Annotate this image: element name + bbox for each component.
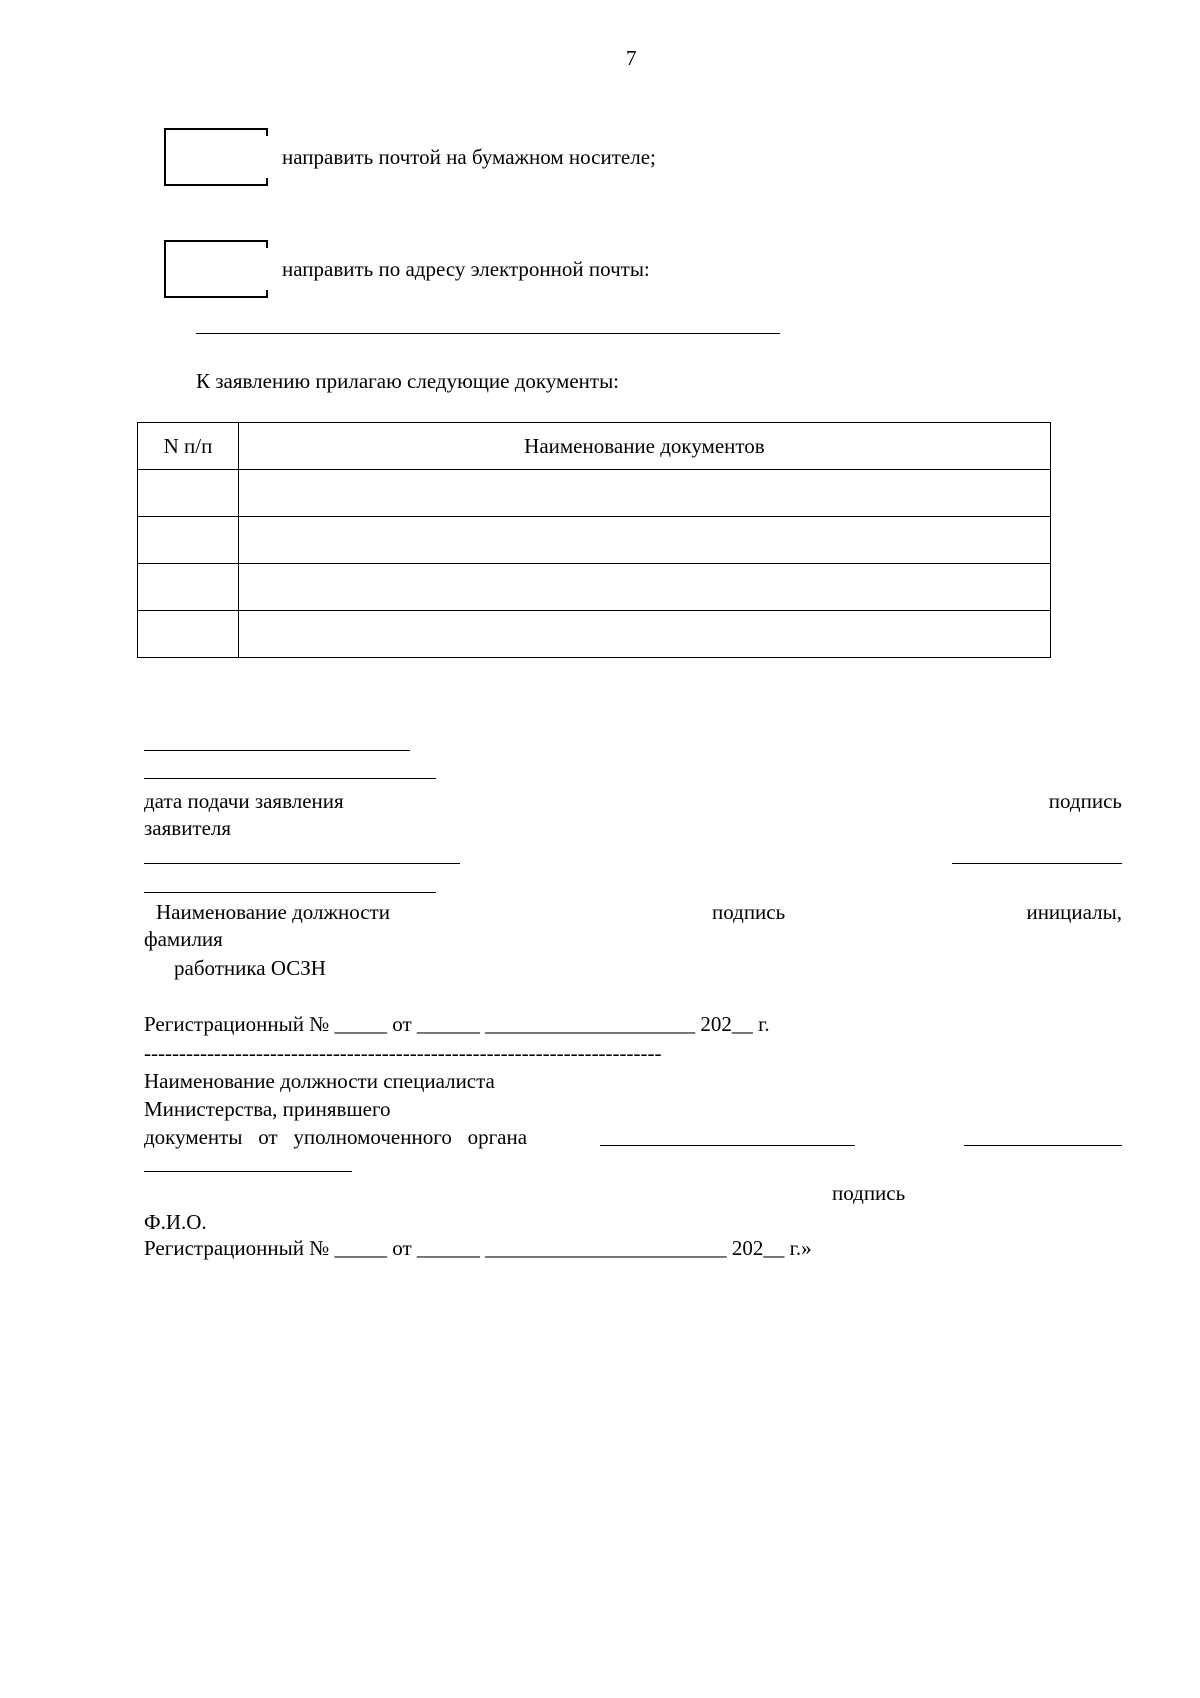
specialist-name-line[interactable] (964, 1145, 1122, 1146)
paper-mail-option-label: направить почтой на бумажном носителе; (282, 145, 656, 169)
specialist-signature-label: подпись (832, 1181, 906, 1205)
table-cell[interactable] (138, 470, 239, 517)
registration-line-1[interactable]: Регистрационный № _____ от ______ ____________________ 202__ г. (144, 1012, 770, 1036)
dashed-separator: -------------------------------------------------------------------------- (144, 1043, 662, 1063)
fio-label: Ф.И.О. (144, 1210, 207, 1234)
email-address-line[interactable] (196, 333, 780, 334)
table-cell[interactable] (138, 517, 239, 564)
initials-line[interactable] (952, 863, 1122, 864)
specialist-label-line-3: документы от уполномоченного органа (144, 1125, 528, 1149)
page-number: 7 (626, 46, 637, 70)
initials-label: инициалы, (1026, 900, 1122, 924)
table-cell[interactable] (238, 611, 1050, 658)
position-line[interactable] (144, 863, 460, 864)
column-header-number: N п/п (138, 423, 239, 470)
surname-label: фамилия (144, 927, 223, 951)
date-line-lower[interactable] (144, 778, 436, 779)
column-header-document-name: Наименование документов (238, 423, 1050, 470)
table-cell[interactable] (238, 517, 1050, 564)
table-cell[interactable] (238, 470, 1050, 517)
position-label: Наименование должности (156, 900, 390, 924)
specialist-extra-line[interactable] (144, 1171, 352, 1172)
table-cell[interactable] (238, 564, 1050, 611)
applicant-signature-label: подпись (1048, 789, 1122, 813)
table-header-row (138, 423, 1051, 470)
specialist-signature-line[interactable] (600, 1145, 855, 1146)
specialist-label-line-2: Министерства, принявшего (144, 1097, 391, 1121)
email-option-label: направить по адресу электронной почты: (282, 257, 650, 281)
date-line[interactable] (144, 750, 410, 751)
table-row (138, 611, 1051, 658)
attachments-intro: К заявлению прилагаю следующие документы: (196, 369, 620, 393)
worker-label: работника ОСЗН (174, 956, 326, 980)
paper-mail-checkbox[interactable] (164, 128, 268, 186)
documents-table (137, 422, 1051, 658)
table-row (138, 517, 1051, 564)
position-line-lower[interactable] (144, 892, 436, 893)
table-row (138, 470, 1051, 517)
table-cell[interactable] (138, 564, 239, 611)
table-row (138, 564, 1051, 611)
table-cell[interactable] (138, 611, 239, 658)
date-label: дата подачи заявления (144, 789, 344, 813)
registration-line-2[interactable]: Регистрационный № _____ от ______ _______________________ 202__ г.» (144, 1236, 812, 1260)
applicant-label: заявителя (144, 816, 232, 840)
worker-signature-label: подпись (712, 900, 786, 924)
email-checkbox[interactable] (164, 240, 268, 298)
specialist-label-line-1: Наименование должности специалиста (144, 1069, 495, 1093)
